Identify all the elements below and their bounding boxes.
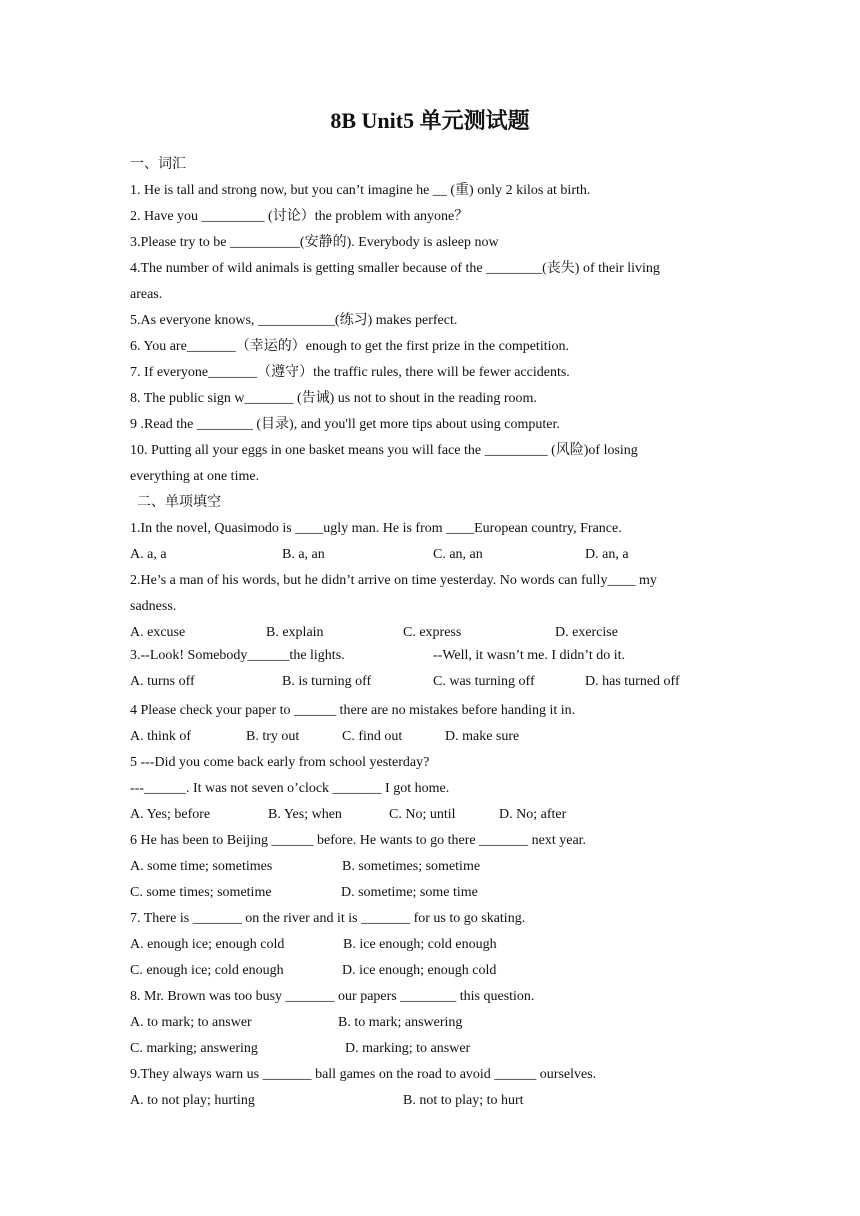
question-7-option-b: B. ice enough; cold enough [343, 937, 497, 952]
question-9-option-b: B. not to play; to hurt [403, 1093, 524, 1108]
page-title: 8B Unit5 单元测试题 [330, 108, 530, 133]
question-8-stem: 8. Mr. Brown was too busy _______ our papers ________ this question. [130, 989, 535, 1004]
question-1-option-d: D. an, a [585, 547, 629, 562]
vocab-item-4: 4.The number of wild animals is getting smaller because of the ________(丧失) of their living [130, 261, 660, 276]
question-3-stem: 3.--Look! Somebody______the lights. [130, 648, 345, 663]
question-4-option-b: B. try out [246, 729, 300, 744]
vocab-item-5: 5.As everyone knows, ___________(练习) makes perfect. [130, 313, 458, 328]
question-5-option-a: A. Yes; before [130, 807, 211, 822]
question-8-option-b: B. to mark; answering [338, 1015, 463, 1030]
vocab-item-10-cont: everything at one time. [130, 469, 260, 484]
question-6-option-b: B. sometimes; sometime [342, 859, 481, 874]
question-2-option-b: B. explain [266, 625, 324, 640]
question-8-option-d: D. marking; to answer [345, 1041, 471, 1056]
question-8-option-a: A. to mark; to answer [130, 1015, 252, 1030]
question-8-option-c: C. marking; answering [130, 1041, 258, 1056]
section-heading-multiple-choice: 二、单项填空 [137, 495, 221, 510]
question-7-option-c: C. enough ice; cold enough [130, 963, 284, 978]
question-5-option-c: C. No; until [389, 807, 456, 822]
vocab-item-8: 8. The public sign w_______ (告诫) us not to shout in the reading room. [130, 391, 537, 406]
vocab-item-2: 2. Have you _________ (讨论）the problem with anyone？ [130, 209, 469, 224]
question-6-option-a: A. some time; sometimes [130, 859, 273, 874]
question-4-option-c: C. find out [342, 729, 403, 744]
question-5-option-d: D. No; after [499, 807, 567, 822]
question-6-option-c: C. some times; sometime [130, 885, 272, 900]
question-3-option-d: D. has turned off [585, 674, 680, 689]
question-7-option-d: D. ice enough; enough cold [342, 963, 497, 978]
question-3-option-c: C. was turning off [433, 674, 535, 689]
question-9-option-a: A. to not play; hurting [130, 1093, 255, 1108]
question-1-option-a: A. a, a [130, 547, 167, 562]
question-2-stem-cont: sadness. [130, 599, 177, 614]
vocab-item-6: 6. You are_______（幸运的）enough to get the first prize in the competition. [130, 339, 569, 354]
question-3-reply: --Well, it wasn’t me. I didn’t do it. [433, 648, 625, 663]
question-7-stem: 7. There is _______ on the river and it is _______ for us to go skating. [130, 911, 526, 926]
question-6-stem: 6 He has been to Beijing ______ before. He wants to go there _______ next year. [130, 833, 587, 848]
vocab-item-3: 3.Please try to be __________(安静的). Everybody is asleep now [130, 235, 499, 250]
question-4-stem: 4 Please check your paper to ______ there are no mistakes before handing it in. [130, 703, 576, 718]
section-heading-vocabulary: 一、词汇 [130, 157, 186, 172]
question-1-option-c: C. an, an [433, 547, 483, 562]
question-1-stem: 1.In the novel, Quasimodo is ____ugly man. He is from ____European country, France. [130, 521, 622, 536]
question-2-option-a: A. excuse [130, 625, 186, 640]
question-7-option-a: A. enough ice; enough cold [130, 937, 285, 952]
question-3-option-a: A. turns off [130, 674, 195, 689]
vocab-item-10: 10. Putting all your eggs in one basket means you will face the _________ (风险)of losing [130, 443, 638, 458]
question-4-option-a: A. think of [130, 729, 192, 744]
vocab-item-4-cont: areas. [130, 287, 163, 302]
question-5-option-b: B. Yes; when [268, 807, 342, 822]
question-2-option-d: D. exercise [555, 625, 618, 640]
question-2-stem: 2.He’s a man of his words, but he didn’t arrive on time yesterday. No words can fully____ my [130, 573, 657, 588]
question-9-stem: 9.They always warn us _______ ball games on the road to avoid ______ ourselves. [130, 1067, 597, 1082]
question-3-option-b: B. is turning off [282, 674, 372, 689]
question-5-stem-cont: ---______. It was not seven o’clock _______ I got home. [130, 781, 450, 796]
question-1-option-b: B. a, an [282, 547, 325, 562]
question-5-stem: 5 ---Did you come back early from school yesterday? [130, 755, 430, 770]
vocab-item-9: 9 .Read the ________ (目录), and you'll get more tips about using computer. [130, 417, 560, 432]
question-2-option-c: C. express [403, 625, 462, 640]
question-4-option-d: D. make sure [445, 729, 520, 744]
vocab-item-7: 7. If everyone_______（遵守）the traffic rules, there will be fewer accidents. [130, 365, 570, 380]
question-6-option-d: D. sometime; some time [341, 885, 478, 900]
vocab-item-1: 1. He is tall and strong now, but you can’t imagine he __ (重) only 2 kilos at birth. [130, 183, 591, 198]
